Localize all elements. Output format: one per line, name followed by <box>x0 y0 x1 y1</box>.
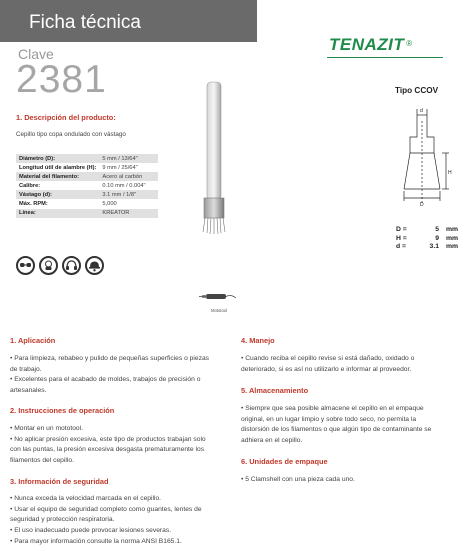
dim-unit: mm <box>446 234 459 242</box>
body-line: distorsión de los filamentos o que algún tipo de contaminante se <box>241 426 432 434</box>
spec-row <box>16 181 158 190</box>
description-text: Cepillo tipo copa ondulado con vástago <box>16 131 126 138</box>
goggles-icon <box>16 256 35 275</box>
spec-row <box>16 199 158 208</box>
dim-unit: mm <box>446 243 459 250</box>
section-body <box>241 354 457 375</box>
section-heading: 4. Manejo <box>241 336 275 345</box>
dim-value: 5 <box>435 226 439 233</box>
spec-label: Material del filamento: <box>16 172 99 181</box>
product-image <box>190 80 240 240</box>
page-title: Ficha técnica <box>29 12 141 33</box>
dim-key: D = <box>396 226 407 233</box>
section-heading: 5. Almacenamiento <box>241 386 309 395</box>
brand-underline <box>327 57 443 58</box>
section-body <box>10 494 228 548</box>
spec-label: Longitud útil de alambre (H): <box>19 164 97 171</box>
section-manejo <box>241 336 457 375</box>
helmet-icon <box>85 256 104 275</box>
section-operacion <box>10 406 228 467</box>
body-line: • El uso inadecuado puede provocar lesiones severas. <box>10 527 172 535</box>
clave-label: Clave <box>18 46 54 62</box>
safety-icons <box>16 256 108 280</box>
spec-label: Vástago (d): <box>16 190 99 199</box>
body-line: de trabajo. <box>10 365 42 373</box>
spec-label: Máx. RPM: <box>19 201 48 208</box>
spec-label: Línea: <box>16 209 99 218</box>
section-body <box>241 404 457 447</box>
spec-row <box>16 154 158 163</box>
spec-value: 5 mm / 13/64" <box>99 154 158 163</box>
dim-label-d: d <box>420 108 423 114</box>
section-heading: 3. Información de seguridad <box>10 477 109 486</box>
dim-label-h: H <box>448 170 452 176</box>
dim-row <box>396 235 458 244</box>
spec-value: 3.1 mm / 1/8" <box>99 190 158 199</box>
spec-table <box>16 154 158 218</box>
body-line: • 5 Clamshell con una pieza cada uno. <box>241 476 355 483</box>
body-line: artesanales. <box>10 387 47 395</box>
spec-value: 9 mm / 25/64" <box>102 164 138 171</box>
spec-row <box>16 163 158 172</box>
dimension-values <box>396 226 458 252</box>
body-line: original, en un lugar limpio y sobre todo seco, no permita la <box>241 415 417 423</box>
body-line: • Para limpieza, rebabeo y pulido de pequeñas superficies o piezas <box>10 355 210 362</box>
body-line: seguridad y protección respiratoria. <box>10 516 115 524</box>
spec-value: 5,000 <box>102 201 117 208</box>
dim-key: H = <box>396 234 407 242</box>
diagram-type-label: Tipo CCOV <box>395 86 439 95</box>
body-line: • No aplicar presión excesiva, este tipo de productos trabajan solo <box>10 435 206 443</box>
mototool-figure <box>199 289 239 313</box>
dim-key: d = <box>396 243 407 250</box>
spec-value: 0.10 mm / 0.004" <box>102 182 146 189</box>
registered-mark: ® <box>406 39 413 48</box>
body-line: filamentos del cepillo. <box>10 457 74 465</box>
dim-value: 9 <box>435 234 439 242</box>
section-heading: 2. Instrucciones de operación <box>10 406 115 415</box>
dim-value: 3.1 <box>429 243 439 250</box>
section-body <box>10 354 228 397</box>
brand-name: TENAZIT <box>329 35 405 54</box>
spec-row <box>16 209 158 218</box>
dim-unit: mm <box>446 226 459 233</box>
section-seguridad <box>10 477 228 548</box>
mototool-icon <box>199 292 239 302</box>
mototool-label: Mototool <box>210 308 228 313</box>
body-line: • Usar el equipo de seguridad completo como guantes, lentes de <box>10 505 202 513</box>
body-line: deteriorado, si es así no utilizarlo e informar al proveedor. <box>241 365 412 373</box>
body-line: con las puntas, la presión excesiva desgasta prematuramente los <box>10 446 205 454</box>
brand-logo <box>329 35 441 55</box>
ear-protection-icon <box>62 256 81 275</box>
section-heading: 6. Unidades de empaque <box>241 457 328 466</box>
body-line: adhiera en el cepillo. <box>241 437 303 445</box>
mask-icon <box>39 256 58 275</box>
product-code: 2381 <box>16 58 107 101</box>
body-line: • Siempre que sea posible almacene el cepillo en el empaque <box>241 405 424 412</box>
section-body <box>241 475 457 486</box>
spec-label: Calibre: <box>19 182 41 189</box>
body-line: • Nunca exceda la velocidad marcada en el cepillo. <box>10 495 162 502</box>
spec-row <box>16 172 158 181</box>
body-line: • Montar en un mototool. <box>10 425 83 432</box>
dim-label-d-upper: D <box>420 202 424 208</box>
body-line: • Para mayor información consulte la norma ANSI B165.1. <box>10 537 182 545</box>
spec-row <box>16 190 158 199</box>
dim-row <box>396 226 458 235</box>
dim-row <box>396 243 458 252</box>
body-line: • Excelentes para el acabado de moldes, trabajos de precisión o <box>10 376 201 384</box>
dimension-diagram <box>386 103 456 223</box>
spec-value: Acero al carbón <box>99 172 158 181</box>
description-heading: 1. Descripción del producto: <box>16 113 116 122</box>
section-empaque <box>241 457 457 486</box>
spec-label: Diámetro (D): <box>16 154 99 163</box>
body-line: • Cuando reciba el cepillo revise si está dañado, oxidado o <box>241 355 415 362</box>
section-aplicacion <box>10 336 228 397</box>
section-body <box>10 424 228 467</box>
section-heading: 1. Aplicación <box>10 336 56 345</box>
section-almacenamiento <box>241 386 457 447</box>
spec-value: KREATOR <box>99 209 158 218</box>
